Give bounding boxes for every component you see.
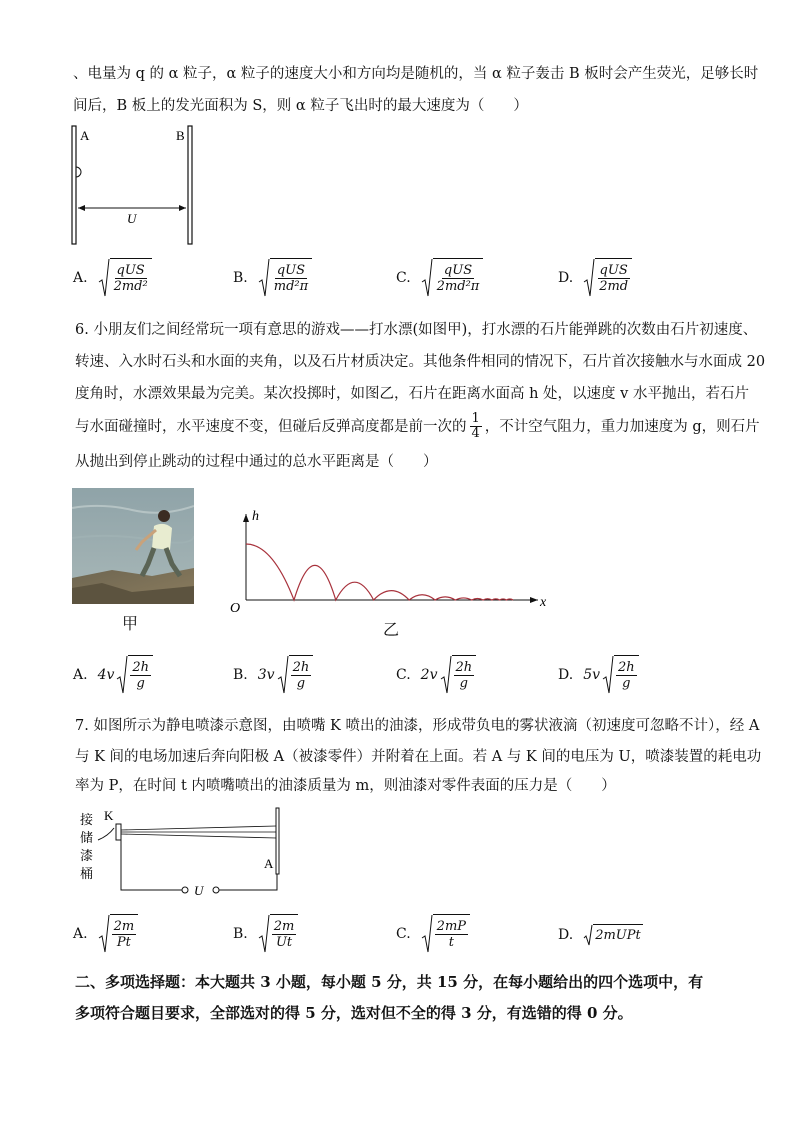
option-coef: 3v — [257, 667, 275, 683]
bounce-trajectory-graph — [226, 508, 556, 630]
option-num: 2h — [618, 660, 635, 675]
q6-text-line1: 6. 小朋友们之间经常玩一项有意思的游戏——打水漂(如图甲)，打水漂的石片能弹跳的次数由石片初速度、 — [75, 322, 758, 338]
x-axis-label: x — [540, 595, 547, 610]
spray-line-1 — [121, 826, 276, 830]
caption-photo: 甲 — [122, 614, 139, 633]
option-den: g — [136, 676, 145, 691]
q6-line4-post: ，不计空气阻力，重力加速度为 g，则石片 — [484, 418, 760, 435]
q5-text-line1: 、电量为 q 的 α 粒子，α 粒子的速度大小和方向均是随机的，当 α 粒子轰击 B 板时会产生荧光，足够长时 — [73, 66, 759, 82]
spray-painting-diagram — [78, 806, 288, 902]
q5-text-line2: 间后，B 板上的发光面积为 S，则 α 粒子飞出时的最大速度为（ ） — [73, 98, 528, 114]
q6-option-d[interactable] — [558, 655, 639, 695]
option-num: 2h — [292, 660, 310, 675]
option-num: 2m — [113, 919, 135, 934]
plate-a — [72, 126, 76, 244]
q5-option-b[interactable] — [233, 258, 312, 298]
label-u: U — [127, 211, 137, 226]
option-label: C. — [396, 270, 411, 286]
option-label: A. — [73, 926, 88, 942]
label-a: A — [80, 128, 90, 143]
option-expr: 2mUPt — [593, 924, 643, 946]
option-den: g — [622, 676, 631, 691]
option-label: A. — [73, 667, 88, 683]
tank-label-4: 桶 — [80, 867, 94, 882]
q7-option-c[interactable] — [396, 914, 470, 954]
q6-quarter-fraction — [470, 412, 482, 441]
q5-option-d[interactable] — [558, 258, 632, 298]
option-num: 2m — [273, 919, 295, 934]
trajectory-curve — [246, 544, 513, 600]
option-coef: 4v — [97, 667, 115, 683]
trajectory-arcs — [246, 544, 513, 600]
q7-text-line3: 率为 P，在时间 t 内喷嘴喷出的油漆质量为 m，则油漆对零件表面的压力是（ ） — [75, 778, 616, 794]
option-den: md²π — [273, 279, 309, 294]
q5-plates-diagram — [64, 124, 204, 250]
q6-option-a[interactable] — [73, 655, 153, 695]
option-label: C. — [396, 667, 411, 683]
option-coef: 5v — [583, 667, 601, 683]
q7-option-d[interactable] — [558, 924, 643, 946]
option-den: g — [459, 676, 468, 691]
fraction-num: 1 — [471, 411, 480, 426]
y-axis-label: h — [252, 509, 259, 524]
q7-text-line1: 7. 如图所示为静电喷漆示意图，由喷嘴 K 喷出的油漆，形成带负电的雾状液滴（初速度可忽略不计），经 A — [75, 718, 760, 734]
q6-option-c[interactable] — [396, 655, 476, 695]
source-mark — [76, 167, 81, 177]
tank-label-1: 接 — [80, 813, 94, 828]
option-den: t — [448, 935, 454, 950]
stone-skipping-photo — [72, 488, 194, 604]
option-label: A. — [73, 270, 88, 286]
origin-label: O — [230, 601, 241, 616]
option-label: B. — [233, 926, 248, 942]
q7-option-b[interactable] — [233, 914, 298, 954]
option-den: 2md — [599, 279, 629, 294]
option-label: C. — [396, 926, 411, 942]
nozzle-k — [116, 824, 121, 840]
option-den: 2md² — [113, 279, 148, 294]
option-num: 2mP — [436, 919, 467, 934]
tank-label-3: 漆 — [80, 849, 94, 864]
option-den: 2md²π — [436, 279, 480, 294]
option-label: B. — [233, 270, 248, 286]
terminal-left — [182, 887, 188, 893]
q6-option-b[interactable] — [233, 655, 313, 695]
q6-text-line4 — [75, 412, 760, 441]
feed-pipe — [98, 828, 114, 840]
anode-plate — [276, 808, 279, 874]
label-b: B — [176, 128, 185, 143]
option-num: qUS — [443, 263, 473, 278]
circuit-right — [219, 874, 277, 890]
option-label: D. — [558, 927, 574, 943]
q7-text-line2: 与 K 间的电场加速后奔向阳极 A（被漆零件）并附着在上面。若 A 与 K 间的电压为 U，喷漆装置的耗电功 — [75, 749, 762, 765]
plate-b — [188, 126, 192, 244]
option-den: Ut — [275, 935, 293, 950]
section2-line1: 二、多项选择题：本大题共 3 小题，每小题 5 分，共 15 分，在每小题给出的四个选项中，有 — [75, 973, 704, 991]
option-num: 2h — [455, 660, 473, 675]
option-num: 2h — [132, 660, 150, 675]
q6-text-line2: 转速、入水时石头和水面的夹角，以及石片材质决定。其他条件相同的情况下，石片首次接触水与水面成 20 — [75, 354, 766, 370]
q5-option-c[interactable] — [396, 258, 483, 298]
option-coef: 2v — [420, 667, 438, 683]
option-label: D. — [558, 667, 574, 683]
option-den: Pt — [116, 935, 131, 950]
q6-text-line3: 度角时，水漂效果最为完美。某次投掷时，如图乙，石片在距离水面高 h 处，以速度 v 水平抛出，若石片 — [75, 386, 749, 402]
option-num: qUS — [599, 263, 628, 278]
tank-label-2: 储 — [80, 831, 94, 846]
label-a: A — [264, 856, 274, 871]
q5-option-a[interactable] — [73, 258, 152, 298]
terminal-right — [213, 887, 219, 893]
q6-text-line5: 从抛出到停止跳动的过程中通过的总水平距离是（ ） — [75, 454, 438, 470]
y-axis-arrow — [243, 514, 249, 522]
option-label: B. — [233, 667, 248, 683]
section2-line2: 多项符合题目要求，全部选对的得 5 分，选对但不全的得 3 分，有选错的得 0 分。 — [75, 1004, 633, 1022]
option-num: qUS — [116, 263, 145, 278]
q6-line4-pre: 与水面碰撞时，水平速度不变，但碰后反弹高度都是前一次的 — [75, 418, 467, 435]
option-num: qUS — [276, 263, 306, 278]
caption-graph: 乙 — [383, 620, 400, 639]
circuit-left — [121, 840, 182, 890]
option-den: g — [296, 676, 306, 691]
spray-line-3 — [121, 834, 276, 838]
q7-option-a[interactable] — [73, 914, 138, 954]
label-k: K — [104, 808, 114, 823]
fraction-den: 4 — [471, 426, 480, 441]
x-axis-arrow — [530, 597, 538, 603]
option-label: D. — [558, 270, 574, 286]
label-u: U — [194, 883, 204, 898]
